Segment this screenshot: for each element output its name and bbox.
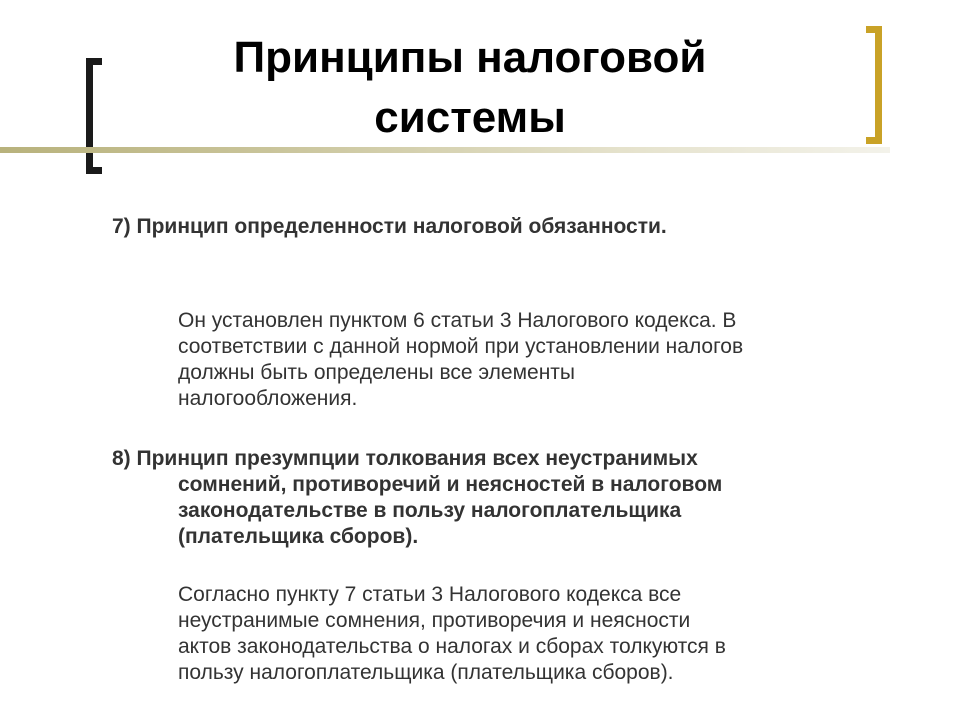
principle-7-heading: [112, 214, 667, 240]
slide-title-line-1: Принципы налоговой: [233, 33, 707, 82]
principle-8-heading: [112, 446, 932, 550]
right-bracket-decoration: [866, 26, 882, 144]
body-line: актов законодательства о налогах и сборах толкуются в: [178, 635, 726, 658]
body-line: Он установлен пунктом 6 статьи 3 Налогового кодекса. В: [178, 309, 737, 332]
principle-8-body: [178, 582, 726, 686]
body-line: неустранимые сомнения, противоречия и неясности: [178, 609, 691, 632]
slide-title: [150, 28, 790, 148]
heading-line: 8) Принцип презумпции толкования всех неустранимых: [112, 447, 698, 470]
heading-line: законодательстве в пользу налогоплательщика: [178, 499, 682, 522]
body-line: налогообложения.: [178, 387, 358, 410]
left-bracket-decoration: [86, 58, 102, 174]
body-line: соответствии с данной нормой при установлении налогов: [178, 335, 744, 358]
heading-line: сомнений, противоречий и неясностей в налоговом: [178, 473, 723, 496]
body-line: должны быть определены все элементы: [178, 361, 576, 384]
principle-7-body: [178, 308, 743, 412]
heading-line: 7) Принцип определенности налоговой обязанности.: [112, 215, 667, 238]
slide-title-line-2: системы: [374, 93, 566, 142]
body-line: пользу налогоплательщика (плательщика сборов).: [178, 661, 674, 684]
body-line: Согласно пункту 7 статьи 3 Налогового кодекса все: [178, 583, 682, 606]
heading-line: (плательщика сборов).: [178, 525, 419, 548]
